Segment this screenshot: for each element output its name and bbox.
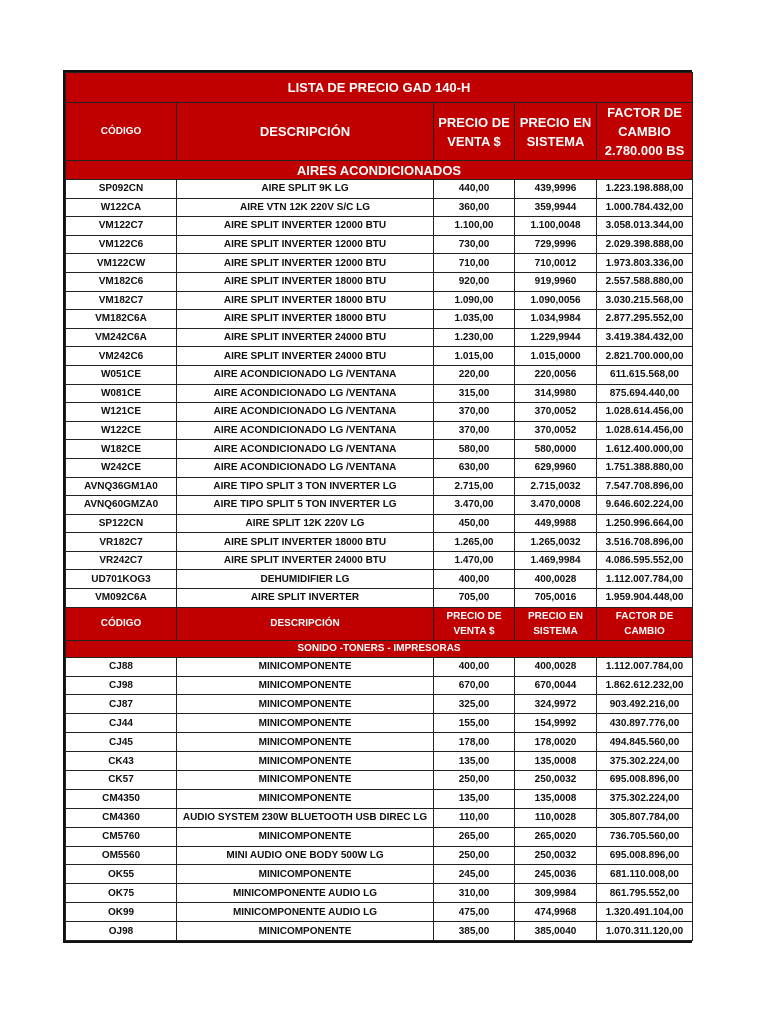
cell-precio-venta: 1.265,00: [434, 533, 515, 552]
cell-descripcion: AIRE ACONDICIONADO LG /VENTANA: [177, 365, 434, 384]
cell-factor: 681.110.008,00: [597, 865, 693, 884]
cell-precio-sistema: 359,9944: [515, 198, 597, 217]
cell-descripcion: MINICOMPONENTE: [177, 752, 434, 771]
cell-factor: 1.223.198.888,00: [597, 180, 693, 199]
table-row: [66, 733, 693, 752]
cell-factor: 1.751.388.880,00: [597, 458, 693, 477]
cell-precio-sistema: 135,0008: [515, 752, 597, 771]
table-row: [66, 903, 693, 922]
cell-precio-sistema: 1.034,9984: [515, 310, 597, 329]
cell-factor: 375.302.224,00: [597, 789, 693, 808]
cell-precio-venta: 710,00: [434, 254, 515, 273]
cell-precio-venta: 155,00: [434, 714, 515, 733]
cell-factor: 1.612.400.000,00: [597, 440, 693, 459]
cell-precio-venta: 1.230,00: [434, 328, 515, 347]
cell-factor: 1.973.803.336,00: [597, 254, 693, 273]
cell-factor: 305.807.784,00: [597, 808, 693, 827]
cell-precio-sistema: 135,0008: [515, 789, 597, 808]
cell-precio-venta: 1.100,00: [434, 217, 515, 236]
cell-precio-venta: 370,00: [434, 403, 515, 422]
cell-descripcion: AIRE SPLIT INVERTER 12000 BTU: [177, 254, 434, 273]
table-row: [66, 752, 693, 771]
cell-precio-sistema: 324,9972: [515, 695, 597, 714]
cell-factor: 2.877.295.552,00: [597, 310, 693, 329]
cell-precio-sistema: 3.470,0008: [515, 496, 597, 515]
cell-precio-sistema: 1.015,0000: [515, 347, 597, 366]
cell-precio-sistema: 250,0032: [515, 771, 597, 790]
cell-factor: 1.112.007.784,00: [597, 570, 693, 589]
cell-descripcion: AIRE ACONDICIONADO LG /VENTANA: [177, 384, 434, 403]
cell-factor: 611.615.568,00: [597, 365, 693, 384]
cell-precio-sistema: 919,9960: [515, 272, 597, 291]
cell-descripcion: AIRE SPLIT INVERTER 18000 BTU: [177, 291, 434, 310]
cell-precio-venta: 475,00: [434, 903, 515, 922]
cell-codigo: UD701KOG3: [66, 570, 177, 589]
cell-precio-sistema: 1.469,9984: [515, 551, 597, 570]
cell-factor: 494.845.560,00: [597, 733, 693, 752]
cell-codigo: VM122CW: [66, 254, 177, 273]
cell-factor: 430.897.776,00: [597, 714, 693, 733]
cell-descripcion: AIRE SPLIT INVERTER 24000 BTU: [177, 347, 434, 366]
cell-codigo: W081CE: [66, 384, 177, 403]
price-list-sheet: [63, 70, 692, 943]
cell-factor: 736.705.560,00: [597, 827, 693, 846]
cell-factor: 861.795.552,00: [597, 884, 693, 903]
cell-precio-sistema: 629,9960: [515, 458, 597, 477]
cell-codigo: CM5760: [66, 827, 177, 846]
cell-factor: 903.492.216,00: [597, 695, 693, 714]
page-title: LISTA DE PRECIO GAD 140-H: [66, 73, 693, 103]
cell-precio-venta: 135,00: [434, 789, 515, 808]
cell-precio-venta: 400,00: [434, 570, 515, 589]
table-row: [66, 180, 693, 199]
cell-descripcion: MINICOMPONENTE: [177, 695, 434, 714]
cell-descripcion: MINICOMPONENTE: [177, 865, 434, 884]
cell-precio-venta: 178,00: [434, 733, 515, 752]
cell-factor: 3.419.384.432,00: [597, 328, 693, 347]
cell-precio-sistema: 1.100,0048: [515, 217, 597, 236]
cell-precio-venta: 135,00: [434, 752, 515, 771]
cell-codigo: VM182C6A: [66, 310, 177, 329]
cell-descripcion: AIRE TIPO SPLIT 3 TON INVERTER LG: [177, 477, 434, 496]
cell-factor: 1.862.612.232,00: [597, 676, 693, 695]
table-row: [66, 695, 693, 714]
table-row: [66, 714, 693, 733]
cell-precio-sistema: 710,0012: [515, 254, 597, 273]
cell-precio-sistema: 110,0028: [515, 808, 597, 827]
table-row: [66, 514, 693, 533]
cell-factor: 3.030.215.568,00: [597, 291, 693, 310]
table-row: [66, 254, 693, 273]
table-row: [66, 328, 693, 347]
table-row: [66, 310, 693, 329]
column-header-row-2: [66, 607, 693, 640]
header-codigo: CÓDIGO: [66, 103, 177, 161]
header2-factor: FACTOR DE CAMBIO: [597, 607, 693, 640]
cell-descripcion: AIRE SPLIT INVERTER 12000 BTU: [177, 217, 434, 236]
cell-precio-sistema: 385,0040: [515, 922, 597, 941]
table-row: [66, 789, 693, 808]
cell-precio-sistema: 705,0016: [515, 589, 597, 608]
cell-factor: 1.028.614.456,00: [597, 403, 693, 422]
cell-precio-sistema: 670,0044: [515, 676, 597, 695]
cell-descripcion: MINICOMPONENTE: [177, 657, 434, 676]
table-row: [66, 676, 693, 695]
cell-factor: 2.821.700.000,00: [597, 347, 693, 366]
cell-precio-venta: 730,00: [434, 235, 515, 254]
cell-precio-sistema: 449,9988: [515, 514, 597, 533]
cell-precio-sistema: 309,9984: [515, 884, 597, 903]
cell-precio-venta: 450,00: [434, 514, 515, 533]
cell-codigo: AVNQ60GMZA0: [66, 496, 177, 515]
cell-factor: 9.646.602.224,00: [597, 496, 693, 515]
cell-codigo: VM122C7: [66, 217, 177, 236]
cell-codigo: OK99: [66, 903, 177, 922]
cell-codigo: W242CE: [66, 458, 177, 477]
cell-factor: 1.028.614.456,00: [597, 421, 693, 440]
cell-precio-venta: 705,00: [434, 589, 515, 608]
cell-precio-sistema: 580,0000: [515, 440, 597, 459]
table-row: [66, 570, 693, 589]
cell-descripcion: MINICOMPONENTE: [177, 733, 434, 752]
table-row: [66, 771, 693, 790]
cell-descripcion: AIRE VTN 12K 220V S/C LG: [177, 198, 434, 217]
table-row: [66, 884, 693, 903]
cell-precio-venta: 385,00: [434, 922, 515, 941]
cell-descripcion: MINICOMPONENTE AUDIO LG: [177, 884, 434, 903]
cell-precio-venta: 310,00: [434, 884, 515, 903]
table-row: [66, 440, 693, 459]
cell-descripcion: MINICOMPONENTE AUDIO LG: [177, 903, 434, 922]
cell-precio-sistema: 474,9968: [515, 903, 597, 922]
cell-descripcion: AUDIO SYSTEM 230W BLUETOOTH USB DIREC LG: [177, 808, 434, 827]
cell-descripcion: AIRE SPLIT 12K 220V LG: [177, 514, 434, 533]
header-precio-sistema: PRECIO EN SISTEMA: [515, 103, 597, 161]
cell-factor: 7.547.708.896,00: [597, 477, 693, 496]
cell-precio-venta: 220,00: [434, 365, 515, 384]
cell-codigo: OJ98: [66, 922, 177, 941]
cell-codigo: VM092C6A: [66, 589, 177, 608]
section-header-sonido: [66, 640, 693, 657]
cell-descripcion: MINICOMPONENTE: [177, 714, 434, 733]
cell-precio-venta: 580,00: [434, 440, 515, 459]
cell-descripcion: AIRE SPLIT INVERTER 24000 BTU: [177, 551, 434, 570]
cell-precio-venta: 370,00: [434, 421, 515, 440]
table-row: [66, 421, 693, 440]
cell-precio-venta: 325,00: [434, 695, 515, 714]
cell-factor: 1.250.996.664,00: [597, 514, 693, 533]
cell-precio-sistema: 729,9996: [515, 235, 597, 254]
cell-precio-sistema: 1.265,0032: [515, 533, 597, 552]
table-row: [66, 846, 693, 865]
cell-descripcion: AIRE TIPO SPLIT 5 TON INVERTER LG: [177, 496, 434, 515]
cell-factor: 695.008.896,00: [597, 846, 693, 865]
cell-precio-venta: 245,00: [434, 865, 515, 884]
cell-precio-venta: 315,00: [434, 384, 515, 403]
cell-precio-venta: 3.470,00: [434, 496, 515, 515]
cell-descripcion: MINICOMPONENTE: [177, 789, 434, 808]
table-row: [66, 198, 693, 217]
table-row: [66, 589, 693, 608]
header2-precio-sistema: PRECIO EN SISTEMA: [515, 607, 597, 640]
cell-precio-sistema: 370,0052: [515, 403, 597, 422]
cell-precio-sistema: 439,9996: [515, 180, 597, 199]
header-descripcion: DESCRIPCIÓN: [177, 103, 434, 161]
cell-precio-sistema: 1.090,0056: [515, 291, 597, 310]
cell-codigo: W051CE: [66, 365, 177, 384]
table-row: [66, 657, 693, 676]
cell-factor: 4.086.595.552,00: [597, 551, 693, 570]
cell-precio-venta: 400,00: [434, 657, 515, 676]
cell-descripcion: AIRE ACONDICIONADO LG /VENTANA: [177, 440, 434, 459]
cell-precio-venta: 440,00: [434, 180, 515, 199]
cell-factor: 1.000.784.432,00: [597, 198, 693, 217]
cell-codigo: AVNQ36GM1A0: [66, 477, 177, 496]
header2-codigo: CÓDIGO: [66, 607, 177, 640]
cell-codigo: CK43: [66, 752, 177, 771]
cell-descripcion: AIRE SPLIT INVERTER 12000 BTU: [177, 235, 434, 254]
cell-descripcion: AIRE SPLIT INVERTER 24000 BTU: [177, 328, 434, 347]
cell-precio-venta: 265,00: [434, 827, 515, 846]
cell-codigo: VM242C6A: [66, 328, 177, 347]
cell-descripcion: AIRE SPLIT INVERTER: [177, 589, 434, 608]
table-row: [66, 347, 693, 366]
cell-codigo: VM182C6: [66, 272, 177, 291]
table-row: [66, 384, 693, 403]
cell-factor: 3.516.708.896,00: [597, 533, 693, 552]
cell-precio-venta: 1.015,00: [434, 347, 515, 366]
section-title: SONIDO -TONERS - IMPRESORAS: [66, 640, 693, 657]
cell-precio-sistema: 178,0020: [515, 733, 597, 752]
table-row: [66, 922, 693, 941]
table-row: [66, 458, 693, 477]
cell-precio-sistema: 250,0032: [515, 846, 597, 865]
table-row: [66, 827, 693, 846]
cell-descripcion: AIRE SPLIT 9K LG: [177, 180, 434, 199]
cell-codigo: W122CA: [66, 198, 177, 217]
table-row: [66, 865, 693, 884]
table-row: [66, 235, 693, 254]
cell-descripcion: MINICOMPONENTE: [177, 922, 434, 941]
header-factor-cambio: FACTOR DE CAMBIO 2.780.000 BS: [597, 103, 693, 161]
cell-codigo: W121CE: [66, 403, 177, 422]
table-row: [66, 291, 693, 310]
cell-codigo: CJ87: [66, 695, 177, 714]
cell-codigo: CJ98: [66, 676, 177, 695]
cell-descripcion: MINICOMPONENTE: [177, 827, 434, 846]
table-row: [66, 403, 693, 422]
cell-descripcion: AIRE SPLIT INVERTER 18000 BTU: [177, 533, 434, 552]
cell-codigo: OK55: [66, 865, 177, 884]
table-row: [66, 533, 693, 552]
cell-precio-sistema: 400,0028: [515, 657, 597, 676]
cell-precio-sistema: 370,0052: [515, 421, 597, 440]
section-title: AIRES ACONDICIONADOS: [66, 161, 693, 180]
cell-factor: 1.070.311.120,00: [597, 922, 693, 941]
cell-precio-venta: 2.715,00: [434, 477, 515, 496]
cell-descripcion: AIRE ACONDICIONADO LG /VENTANA: [177, 421, 434, 440]
cell-factor: 2.557.588.880,00: [597, 272, 693, 291]
cell-descripcion: AIRE SPLIT INVERTER 18000 BTU: [177, 310, 434, 329]
cell-codigo: OK75: [66, 884, 177, 903]
column-header-row: [66, 103, 693, 161]
cell-factor: 695.008.896,00: [597, 771, 693, 790]
cell-codigo: VM242C6: [66, 347, 177, 366]
cell-precio-sistema: 2.715,0032: [515, 477, 597, 496]
cell-codigo: OM5560: [66, 846, 177, 865]
cell-precio-sistema: 1.229,9944: [515, 328, 597, 347]
cell-descripcion: AIRE ACONDICIONADO LG /VENTANA: [177, 403, 434, 422]
cell-precio-venta: 1.090,00: [434, 291, 515, 310]
cell-descripcion: MINICOMPONENTE: [177, 676, 434, 695]
cell-codigo: VM122C6: [66, 235, 177, 254]
cell-codigo: CJ44: [66, 714, 177, 733]
cell-descripcion: AIRE ACONDICIONADO LG /VENTANA: [177, 458, 434, 477]
cell-codigo: W182CE: [66, 440, 177, 459]
cell-factor: 875.694.440,00: [597, 384, 693, 403]
header-precio-venta: PRECIO DE VENTA $: [434, 103, 515, 161]
cell-descripcion: MINICOMPONENTE: [177, 771, 434, 790]
cell-descripcion: DEHUMIDIFIER LG: [177, 570, 434, 589]
table-row: [66, 272, 693, 291]
cell-codigo: SP092CN: [66, 180, 177, 199]
cell-precio-venta: 630,00: [434, 458, 515, 477]
cell-codigo: VR242C7: [66, 551, 177, 570]
cell-precio-venta: 1.035,00: [434, 310, 515, 329]
table-row: [66, 365, 693, 384]
table-row: [66, 496, 693, 515]
cell-precio-venta: 110,00: [434, 808, 515, 827]
header2-precio-venta: PRECIO DE VENTA $: [434, 607, 515, 640]
cell-codigo: CM4360: [66, 808, 177, 827]
header2-descripcion: DESCRIPCIÓN: [177, 607, 434, 640]
cell-codigo: W122CE: [66, 421, 177, 440]
title-row: [66, 73, 693, 103]
cell-precio-sistema: 314,9980: [515, 384, 597, 403]
cell-factor: 3.058.013.344,00: [597, 217, 693, 236]
cell-descripcion: MINI AUDIO ONE BODY 500W LG: [177, 846, 434, 865]
table-row: [66, 477, 693, 496]
table-row: [66, 217, 693, 236]
cell-factor: 1.320.491.104,00: [597, 903, 693, 922]
cell-codigo: CJ88: [66, 657, 177, 676]
cell-precio-sistema: 220,0056: [515, 365, 597, 384]
cell-codigo: VR182C7: [66, 533, 177, 552]
cell-precio-venta: 250,00: [434, 771, 515, 790]
cell-precio-venta: 360,00: [434, 198, 515, 217]
cell-precio-sistema: 154,9992: [515, 714, 597, 733]
price-table: [65, 72, 693, 941]
table-row: [66, 551, 693, 570]
cell-factor: 1.959.904.448,00: [597, 589, 693, 608]
cell-precio-venta: 920,00: [434, 272, 515, 291]
cell-precio-sistema: 400,0028: [515, 570, 597, 589]
cell-codigo: CK57: [66, 771, 177, 790]
cell-factor: 2.029.398.888,00: [597, 235, 693, 254]
cell-factor: 1.112.007.784,00: [597, 657, 693, 676]
cell-codigo: SP122CN: [66, 514, 177, 533]
cell-codigo: CM4350: [66, 789, 177, 808]
cell-codigo: VM182C7: [66, 291, 177, 310]
cell-precio-venta: 250,00: [434, 846, 515, 865]
cell-factor: 375.302.224,00: [597, 752, 693, 771]
section-header-aires: [66, 161, 693, 180]
cell-precio-venta: 1.470,00: [434, 551, 515, 570]
cell-precio-venta: 670,00: [434, 676, 515, 695]
cell-descripcion: AIRE SPLIT INVERTER 18000 BTU: [177, 272, 434, 291]
cell-precio-sistema: 265,0020: [515, 827, 597, 846]
cell-precio-sistema: 245,0036: [515, 865, 597, 884]
cell-codigo: CJ45: [66, 733, 177, 752]
table-row: [66, 808, 693, 827]
